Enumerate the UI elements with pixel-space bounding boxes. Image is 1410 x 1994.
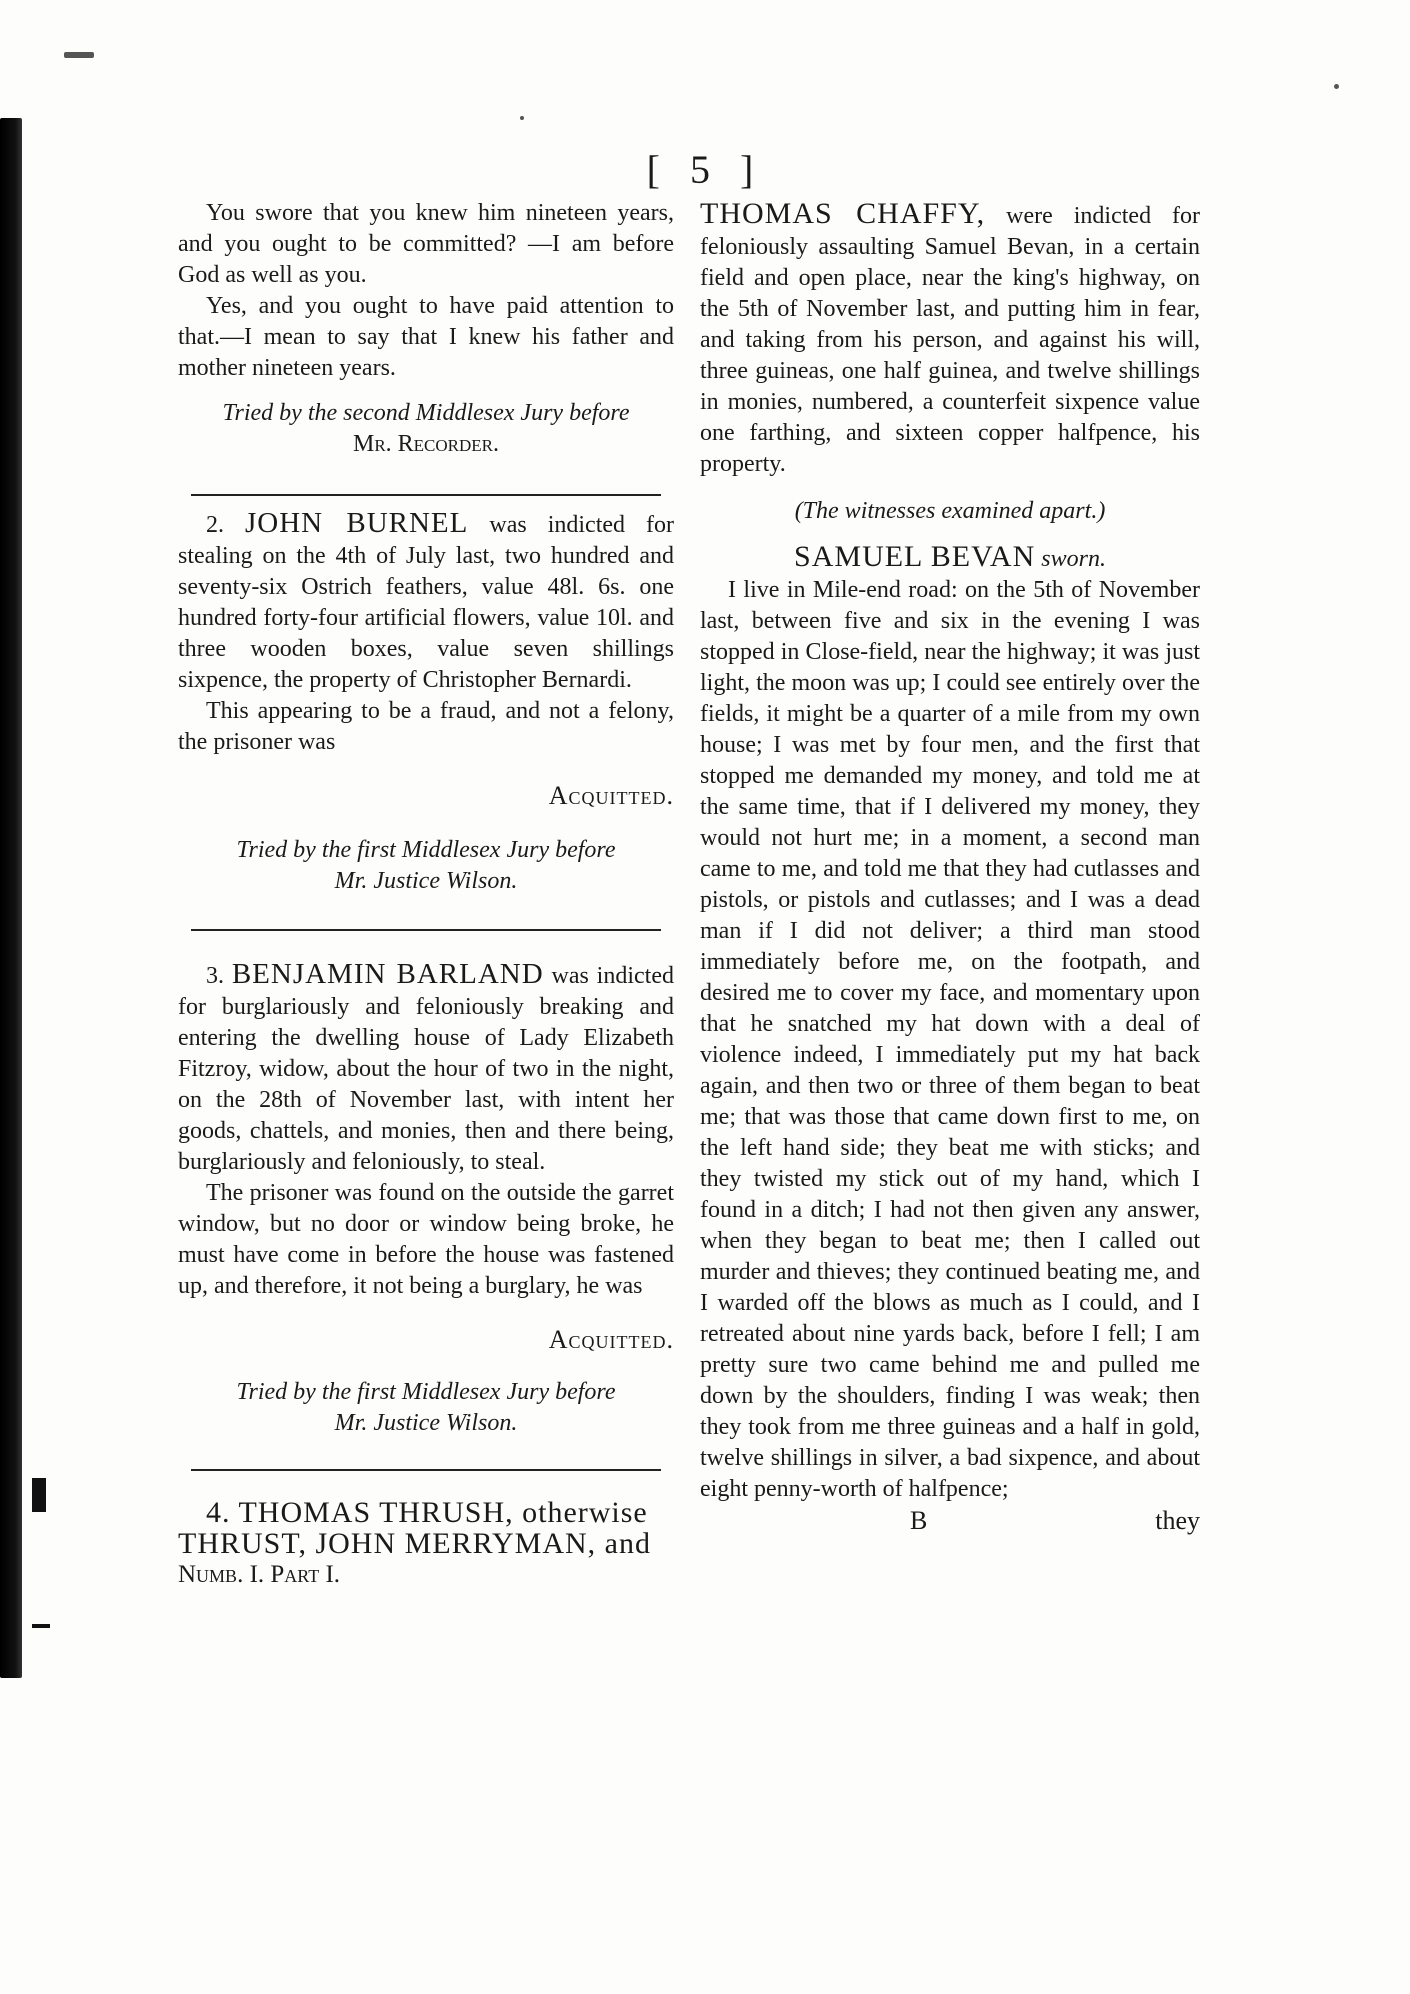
witness-note: (The witnesses examined apart.) xyxy=(794,498,1106,524)
trial-note: Tried by the first Middlesex Jury before xyxy=(236,837,616,863)
case-outcome-text: This appearing to be a fraud, and not a felony, the prisoner was xyxy=(178,698,674,755)
defendant-name: JOHN BURNEL xyxy=(245,507,469,539)
witness-sworn: sworn. xyxy=(1041,546,1106,572)
signature-mark: B xyxy=(910,1506,928,1535)
testimony-paragraph: You swore that you knew him nineteen years, and you ought to be committed? —I am before God as well as you. xyxy=(178,200,674,288)
case-number: 4. xyxy=(206,1496,231,1529)
trial-judge: Mr. Justice Wilson. xyxy=(334,1410,518,1436)
binding-shadow xyxy=(0,118,22,1678)
witness-name: SAMUEL BEVAN xyxy=(794,540,1036,573)
witness-testimony: I live in Mile-end road: on the 5th of November last, between five and six in the evening I was stopped in Close-field, near the highway; it was just light, the moon was up; I could see entirely over the fields, it might be a quarter of a mile from my own house; I was met by four men, and the first that stopped me demanded my money, and told me at the same time, that if I delivered my money, they would not hurt me; in a moment, a second man came to me, and told me that they had cutlasses and pistols, or pistols and cutlasses; and I was a dead man if I did not deliver; a third man stood immediately before me, on the footpath, and desired me to cover my face, and momentary upon that he snatched my hat down with a deal of violence indeed, I immediately put my hat back again, and then two or three of them began to beat me; that was those that came down first to me, on the left hand side; they beat me with sticks; and they twisted my stick out of my hand, which I found in a ditch; I had not then given any answer, when they began to beat me; then I called out murder and thieves; they continued beating me, and I warded off the blows as much as I could, and I retreated about nine yards back, before I fell; I am pretty sure two came behind me and pulled me down by the shoulders, finding I was weak; then they took from me three guineas and a half in gold, twelve shillings in silver, a bad sixpence, and about eight penny-worth of halfpence; xyxy=(700,577,1200,1502)
margin-mark xyxy=(32,1624,50,1628)
defendant-names: THOMAS THRUSH, otherwise xyxy=(238,1496,648,1529)
defendant-names: THRUST, JOHN MERRYMAN, and xyxy=(178,1527,651,1560)
signature-line: Numb. I. Part I. xyxy=(178,1561,341,1588)
case-indictment: was indicted for stealing on the 4th of July last, two hundred and seventy-six Ostrich feathers, value 48l. 6s. one hundred forty-four artificial flowers, value 10l. and three wooden boxes, value seven shillings sixpence, the property of Christopher Bernardi. xyxy=(178,512,674,693)
verdict: Acquitted. xyxy=(548,781,674,810)
left-column xyxy=(178,198,674,1590)
case-number: 3. xyxy=(206,963,224,989)
defendant-name: THOMAS CHAFFY, xyxy=(700,197,986,230)
trial-judge: Mr. Justice Wilson. xyxy=(334,868,518,894)
case-indictment: was indicted for burglariously and feloniously breaking and entering the dwelling house of Lady Elizabeth Fitzroy, widow, about the hour of two in the night, on the 28th of November last, with intent her goods, chattels, and monies, then and there being, burglariously and feloniously, to steal. xyxy=(178,963,674,1175)
trial-note: Tried by the first Middlesex Jury before xyxy=(236,1379,616,1405)
page-number: [ 5 ] xyxy=(646,147,764,192)
trial-judge: Mr. Recorder. xyxy=(352,431,500,457)
verdict: Acquitted. xyxy=(548,1325,674,1354)
margin-mark xyxy=(32,1478,46,1512)
scan-speck xyxy=(1334,84,1339,89)
scan-speck xyxy=(64,52,94,58)
scan-speck xyxy=(520,116,524,120)
catchword: they xyxy=(1155,1506,1200,1535)
case-number: 2. xyxy=(206,512,224,538)
case-outcome-text: The prisoner was found on the outside the garret window, but no door or window being broke, he must have come in before the house was fastened up, and therefore, it not being a burglary, he was xyxy=(178,1180,674,1299)
testimony-paragraph: Yes, and you ought to have paid attention to that.—I mean to say that I knew his father and mother nineteen years. xyxy=(178,293,674,381)
defendant-name: BENJAMIN BARLAND xyxy=(231,958,544,990)
case-indictment: were indicted for feloniously assaulting Samuel Bevan, in a certain field and open place, near the king's highway, on the 5th of November last, and putting him in fear, and taking from his person, and against his will, three guineas, one half guinea, and twelve shillings in monies, numbered, a counterfeit sixpence value one farthing, and sixteen copper halfpence, his property. xyxy=(700,203,1201,477)
right-column xyxy=(700,198,1200,1536)
trial-note: Tried by the second Middlesex Jury before xyxy=(222,400,630,426)
